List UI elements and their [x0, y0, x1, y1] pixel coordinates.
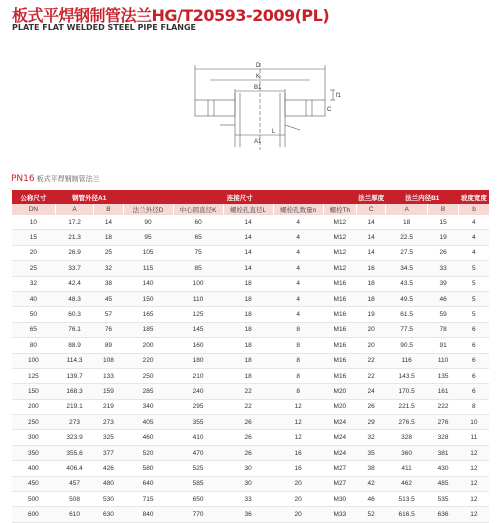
table-cell: 18 — [357, 276, 386, 291]
table-cell: 221.5 — [386, 399, 428, 414]
table-cell: 61.5 — [386, 307, 428, 322]
table-row — [12, 507, 490, 522]
table-cell: 411 — [386, 461, 428, 476]
table-cell: 100 — [173, 276, 223, 291]
table-cell: 276 — [427, 415, 458, 430]
table-row — [12, 276, 490, 291]
table-cell: 500 — [12, 492, 56, 507]
subheader-cell: A — [386, 204, 428, 215]
table-cell: 14 — [223, 215, 273, 230]
table-cell: M24 — [323, 445, 356, 460]
table-cell: 35 — [357, 445, 386, 460]
table-cell: 616.5 — [386, 507, 428, 522]
table-cell: 25 — [12, 261, 56, 276]
table-cell: 170.5 — [386, 384, 428, 399]
table-cell: 430 — [427, 461, 458, 476]
table-cell: 26.9 — [55, 245, 94, 260]
table-row — [12, 338, 490, 353]
table-cell: 4 — [273, 307, 323, 322]
table-cell: 4 — [459, 230, 489, 245]
subheader-cell: 螺栓孔直径L — [223, 204, 273, 215]
table-cell: 15 — [12, 230, 56, 245]
table-row — [12, 245, 490, 260]
table-cell: 636 — [427, 507, 458, 522]
table-cell: 406.4 — [55, 461, 94, 476]
table-row — [12, 476, 490, 491]
table-cell: 20 — [357, 338, 386, 353]
table-cell: 27.5 — [386, 245, 428, 260]
table-cell: 14 — [223, 261, 273, 276]
table-cell: 273 — [55, 415, 94, 430]
table-cell: 4 — [273, 245, 323, 260]
table-cell: 5 — [459, 291, 489, 306]
table-cell: 276.5 — [386, 415, 428, 430]
table-cell: 219 — [94, 399, 123, 414]
table-row — [12, 230, 490, 245]
table-cell: 405 — [123, 415, 173, 430]
table-cell: M30 — [323, 492, 356, 507]
table-cell: 48.3 — [55, 291, 94, 306]
subheader-cell: DN — [12, 204, 56, 215]
table-cell: 5 — [459, 307, 489, 322]
table-cell: 14 — [94, 215, 123, 230]
table-cell: 60 — [173, 215, 223, 230]
table-cell: M12 — [323, 230, 356, 245]
table-cell: 19 — [427, 230, 458, 245]
subheader-cell: b — [459, 204, 489, 215]
label-L: L — [272, 129, 276, 135]
table-cell: 100 — [12, 353, 56, 368]
table-cell: 46 — [427, 291, 458, 306]
table-cell: 75 — [173, 245, 223, 260]
table-cell: 325 — [94, 430, 123, 445]
subheader-cell: 螺栓孔数量n — [273, 204, 323, 215]
table-cell: M24 — [323, 430, 356, 445]
table-cell: 33.7 — [55, 261, 94, 276]
table-cell: 10 — [12, 215, 56, 230]
table-cell: 77.5 — [386, 322, 428, 337]
table-cell: 8 — [273, 384, 323, 399]
table-cell: 12 — [459, 461, 489, 476]
label-K: K — [256, 74, 261, 80]
table-cell: 580 — [123, 461, 173, 476]
table-cell: M12 — [323, 261, 356, 276]
header-thickness: 法兰厚度 — [357, 190, 386, 204]
table-cell: 640 — [123, 476, 173, 491]
table-cell: 6 — [459, 368, 489, 383]
table-row — [12, 399, 490, 414]
table-cell: M12 — [323, 245, 356, 260]
table-cell: 4 — [459, 245, 489, 260]
subheader-cell: 螺栓Th — [323, 204, 356, 215]
table-cell: 110 — [173, 291, 223, 306]
table-cell: 219.1 — [55, 399, 94, 414]
table-cell: 12 — [273, 415, 323, 430]
table-row — [12, 384, 490, 399]
table-cell: 160 — [173, 338, 223, 353]
table-cell: 11 — [459, 430, 489, 445]
table-cell: 22 — [223, 399, 273, 414]
table-cell: 295 — [173, 399, 223, 414]
table-cell: 18 — [223, 338, 273, 353]
table-cell: 14 — [357, 230, 386, 245]
table-cell: 20 — [273, 476, 323, 491]
table-row — [12, 215, 490, 230]
table-cell: 30 — [223, 476, 273, 491]
table-cell: 125 — [173, 307, 223, 322]
table-row — [12, 415, 490, 430]
table-cell: 323.9 — [55, 430, 94, 445]
table-cell: M33 — [323, 507, 356, 522]
table-cell: 457 — [55, 476, 94, 491]
table-cell: 8 — [273, 322, 323, 337]
table-cell: 328 — [386, 430, 428, 445]
table-cell: 22.5 — [386, 230, 428, 245]
table-cell: 6 — [459, 384, 489, 399]
table-cell: 4 — [273, 230, 323, 245]
table-cell: 220 — [123, 353, 173, 368]
subheader-cell: A — [55, 204, 94, 215]
subheader-cell: 法兰外径D — [123, 204, 173, 215]
table-cell: 161 — [427, 384, 458, 399]
table-cell: 85 — [173, 261, 223, 276]
table-cell: 33 — [223, 492, 273, 507]
table-cell: 355.6 — [55, 445, 94, 460]
label-f1: f1 — [336, 93, 342, 99]
table-cell: 5 — [459, 276, 489, 291]
table-cell: 139.7 — [55, 368, 94, 383]
table-cell: 12 — [273, 430, 323, 445]
header-pipe-od: 钢管外径A1 — [55, 190, 123, 204]
table-cell: 350 — [12, 445, 56, 460]
table-row — [12, 445, 490, 460]
table-cell: 26 — [357, 399, 386, 414]
table-cell: 535 — [427, 492, 458, 507]
table-cell: M24 — [323, 415, 356, 430]
table-cell: 150 — [123, 291, 173, 306]
table-cell: 95 — [123, 230, 173, 245]
table-row — [12, 353, 490, 368]
table-cell: 26 — [223, 415, 273, 430]
table-cell: 520 — [123, 445, 173, 460]
table-cell: 14 — [357, 245, 386, 260]
label-A1: A1 — [254, 139, 262, 145]
table-cell: 525 — [173, 461, 223, 476]
table-cell: 508 — [55, 492, 94, 507]
table-cell: 470 — [173, 445, 223, 460]
table-row — [12, 430, 490, 445]
table-cell: 12 — [459, 492, 489, 507]
table-cell: 116 — [386, 353, 428, 368]
table-cell: 585 — [173, 476, 223, 491]
table-cell: 20 — [273, 492, 323, 507]
table-cell: 25 — [94, 245, 123, 260]
table-cell: 38 — [94, 276, 123, 291]
table-cell: 250 — [123, 368, 173, 383]
table-cell: 20 — [273, 507, 323, 522]
table-cell: 240 — [173, 384, 223, 399]
table-cell: 105 — [123, 245, 173, 260]
table-cell: 29 — [357, 415, 386, 430]
table-cell: 210 — [173, 368, 223, 383]
subheader-cell: B — [427, 204, 458, 215]
table-row — [12, 492, 490, 507]
table-cell: 26 — [427, 245, 458, 260]
table-cell: 43.5 — [386, 276, 428, 291]
table-cell: 57 — [94, 307, 123, 322]
table-cell: 150 — [12, 384, 56, 399]
table-cell: 110 — [427, 353, 458, 368]
subheader-cell: 中心圆直径K — [173, 204, 223, 215]
table-cell: 24 — [357, 384, 386, 399]
table-cell: 18 — [223, 291, 273, 306]
table-cell: 168.3 — [55, 384, 94, 399]
table-cell: 6 — [459, 338, 489, 353]
table-cell: 328 — [427, 430, 458, 445]
label-D: D — [256, 63, 261, 69]
table-cell: 65 — [12, 322, 56, 337]
table-cell: 49.5 — [386, 291, 428, 306]
table-cell: 400 — [12, 461, 56, 476]
table-cell: 135 — [427, 368, 458, 383]
table-cell: 18 — [386, 215, 428, 230]
table-cell: M12 — [323, 215, 356, 230]
table-cell: 180 — [173, 353, 223, 368]
table-cell: 108 — [94, 353, 123, 368]
table-cell: 840 — [123, 507, 173, 522]
table-cell: 16 — [273, 445, 323, 460]
table-cell: 5 — [459, 261, 489, 276]
table-cell: 22 — [357, 353, 386, 368]
section-heading — [11, 174, 100, 184]
table-cell: 12 — [273, 399, 323, 414]
page-title: 板式平焊钢制管法兰HG/T20593-2009(PL) — [12, 6, 330, 25]
table-cell: 200 — [12, 399, 56, 414]
table-cell: M16 — [323, 307, 356, 322]
table-cell: 140 — [123, 276, 173, 291]
table-cell: 90.5 — [386, 338, 428, 353]
table-cell: 20 — [12, 245, 56, 260]
table-cell: 480 — [94, 476, 123, 491]
table-cell: 410 — [173, 430, 223, 445]
table-cell: M27 — [323, 476, 356, 491]
table-cell: 89 — [94, 338, 123, 353]
table-cell: 90 — [123, 215, 173, 230]
table-cell: 8 — [273, 353, 323, 368]
table-cell: 18 — [223, 322, 273, 337]
table-row — [12, 461, 490, 476]
table-cell: 250 — [12, 415, 56, 430]
table-cell: 14 — [357, 215, 386, 230]
table-cell: 22 — [357, 368, 386, 383]
page-subtitle: PLATE FLAT WELDED STEEL PIPE FLANGE — [12, 23, 196, 32]
table-cell: 485 — [427, 476, 458, 491]
table-cell: 32 — [94, 261, 123, 276]
table-cell: M16 — [323, 353, 356, 368]
table-cell: 32 — [357, 430, 386, 445]
table-cell: 17.2 — [55, 215, 94, 230]
table-cell: 12 — [459, 507, 489, 522]
table-cell: 18 — [223, 276, 273, 291]
table-cell: 4 — [273, 291, 323, 306]
table-cell: 50 — [12, 307, 56, 322]
table-cell: 4 — [459, 215, 489, 230]
table-cell: 40 — [12, 291, 56, 306]
table-cell: 42 — [357, 476, 386, 491]
table-cell: 59 — [427, 307, 458, 322]
table-cell: 125 — [12, 368, 56, 383]
table-cell: 22 — [223, 384, 273, 399]
table-cell: 76.1 — [55, 322, 94, 337]
table-cell: 770 — [173, 507, 223, 522]
table-cell: 143.5 — [386, 368, 428, 383]
flange-diagram — [190, 55, 350, 155]
table-cell: M16 — [323, 276, 356, 291]
table-cell: M27 — [323, 461, 356, 476]
table-cell: 285 — [123, 384, 173, 399]
table-cell: 6 — [459, 353, 489, 368]
table-cell: 65 — [173, 230, 223, 245]
table-cell: 530 — [94, 492, 123, 507]
header-connection: 连接尺寸 — [123, 190, 357, 204]
table-cell: 377 — [94, 445, 123, 460]
table-cell: 16 — [357, 261, 386, 276]
table-cell: 10 — [459, 415, 489, 430]
table-cell: 76 — [94, 322, 123, 337]
table-cell: 78 — [427, 322, 458, 337]
table-cell: M16 — [323, 322, 356, 337]
table-cell: M20 — [323, 399, 356, 414]
table-cell: 4 — [273, 276, 323, 291]
table-cell: 715 — [123, 492, 173, 507]
table-cell: 185 — [123, 322, 173, 337]
table-cell: 4 — [273, 215, 323, 230]
table-cell: 222 — [427, 399, 458, 414]
table-cell: 39 — [427, 276, 458, 291]
table-cell: 12 — [459, 476, 489, 491]
label-B1: B1 — [254, 85, 262, 91]
table-cell: 42.4 — [55, 276, 94, 291]
table-cell: 8 — [459, 399, 489, 414]
table-cell: 426 — [94, 461, 123, 476]
subheader-cell: B — [94, 204, 123, 215]
label-C: C — [327, 107, 332, 113]
table-cell: M16 — [323, 291, 356, 306]
table-cell: 8 — [273, 338, 323, 353]
table-cell: 600 — [12, 507, 56, 522]
header-bore: 法兰内径B1 — [386, 190, 459, 204]
table-cell: 355 — [173, 415, 223, 430]
table-cell: 381 — [427, 445, 458, 460]
table-cell: 165 — [123, 307, 173, 322]
table-cell: 340 — [123, 399, 173, 414]
table-cell: 15 — [427, 215, 458, 230]
table-cell: 21.3 — [55, 230, 94, 245]
table-cell: 12 — [459, 445, 489, 460]
flange-spec-table — [11, 190, 489, 523]
table-row — [12, 307, 490, 322]
table-cell: 18 — [223, 307, 273, 322]
table-cell: 513.5 — [386, 492, 428, 507]
table-cell: M20 — [323, 384, 356, 399]
table-cell: 14 — [223, 230, 273, 245]
table-cell: 14 — [223, 245, 273, 260]
table-cell: 18 — [94, 230, 123, 245]
table-cell: 45 — [94, 291, 123, 306]
table-cell: 8 — [273, 368, 323, 383]
table-cell: 80 — [12, 338, 56, 353]
table-cell: 18 — [357, 291, 386, 306]
table-row — [12, 291, 490, 306]
table-cell: 360 — [386, 445, 428, 460]
table-cell: 159 — [94, 384, 123, 399]
table-cell: 34.5 — [386, 261, 428, 276]
table-cell: 273 — [94, 415, 123, 430]
table-cell: 145 — [173, 322, 223, 337]
table-cell: 33 — [427, 261, 458, 276]
table-cell: 650 — [173, 492, 223, 507]
table-cell: 20 — [357, 322, 386, 337]
table-cell: 32 — [12, 276, 56, 291]
header-slope: 坡度宽度 — [459, 190, 489, 204]
table-cell: 450 — [12, 476, 56, 491]
table-cell: 18 — [223, 353, 273, 368]
table-cell: 30 — [223, 461, 273, 476]
table-cell: 38 — [357, 461, 386, 476]
table-cell: 18 — [223, 368, 273, 383]
table-cell: 46 — [357, 492, 386, 507]
table-cell: 6 — [459, 322, 489, 337]
table-cell: 60.3 — [55, 307, 94, 322]
table-row — [12, 261, 490, 276]
table-cell: 300 — [12, 430, 56, 445]
table-cell: 133 — [94, 368, 123, 383]
table-cell: 462 — [386, 476, 428, 491]
table-row — [12, 322, 490, 337]
subheader-cell: C — [357, 204, 386, 215]
table-cell: M16 — [323, 368, 356, 383]
table-cell: 114.3 — [55, 353, 94, 368]
table-cell: 115 — [123, 261, 173, 276]
table-cell: 16 — [273, 461, 323, 476]
table-cell: 26 — [223, 445, 273, 460]
table-cell: 91 — [427, 338, 458, 353]
table-cell: 52 — [357, 507, 386, 522]
table-cell: 460 — [123, 430, 173, 445]
table-row — [12, 368, 490, 383]
table-cell: M16 — [323, 338, 356, 353]
table-cell: 88.9 — [55, 338, 94, 353]
table-cell: 19 — [357, 307, 386, 322]
table-cell: 200 — [123, 338, 173, 353]
header-dn: 公称尺寸 — [12, 190, 56, 204]
table-cell: 36 — [223, 507, 273, 522]
table-cell: 4 — [273, 261, 323, 276]
table-cell: 630 — [94, 507, 123, 522]
section-note: 板式平焊钢制管法兰 — [36, 175, 100, 183]
pressure-class: PN16 — [11, 174, 35, 184]
table-cell: 610 — [55, 507, 94, 522]
table-cell: 26 — [223, 430, 273, 445]
